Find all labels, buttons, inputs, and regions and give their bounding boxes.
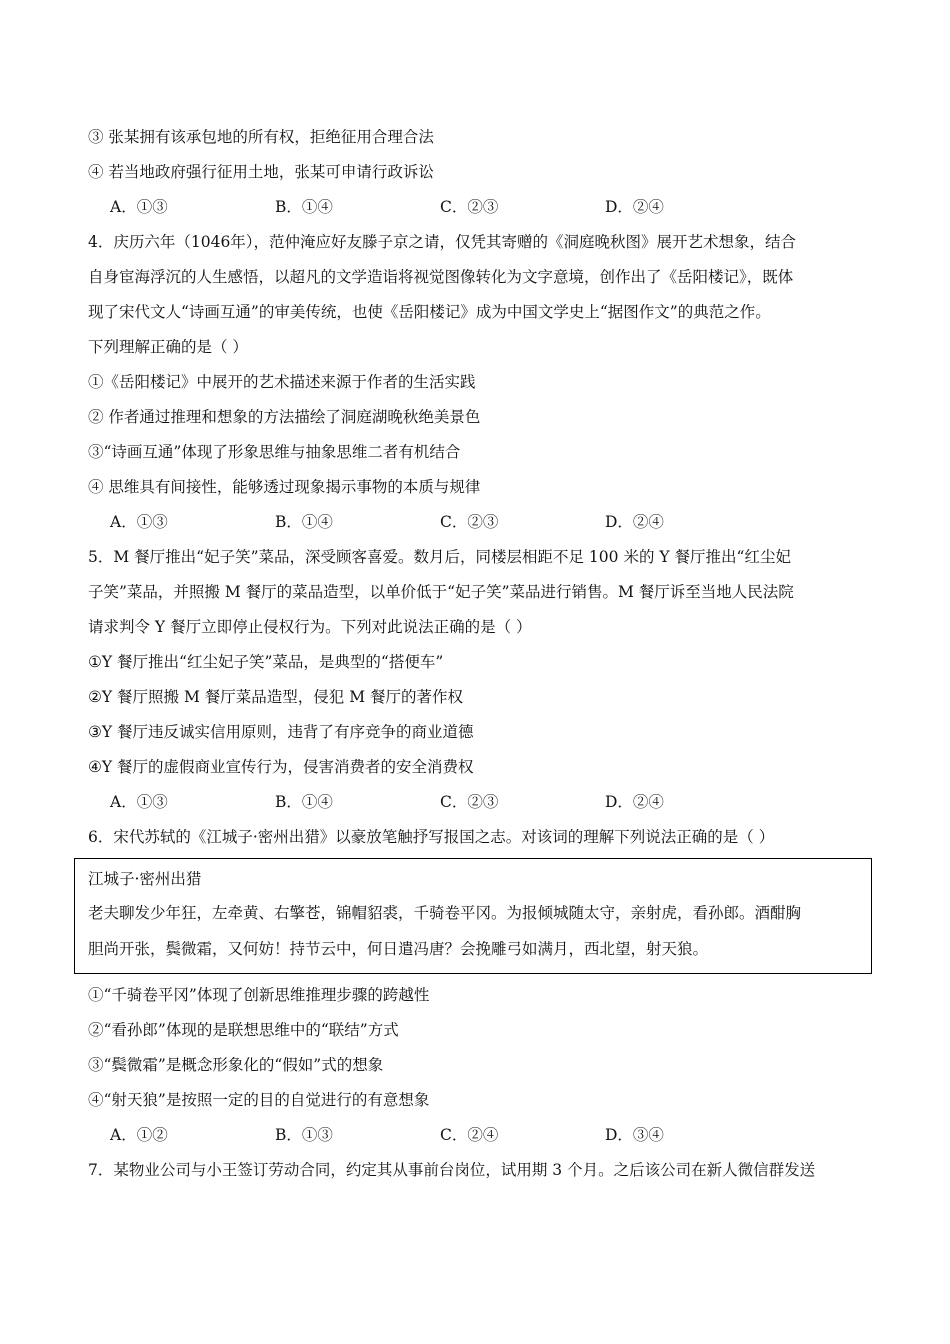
poem-title: 江城子·密州出猎 (88, 870, 202, 888)
question-6 (88, 820, 878, 1153)
option-b: B．①④ (275, 198, 333, 216)
option-a: A．①③ (110, 793, 168, 811)
option-b: B．①③ (275, 1126, 333, 1144)
option-a: A．①② (110, 1126, 168, 1144)
question-stem-line: 5．M 餐厅推出“妃子笑”菜品，深受顾客喜爱。数月后，同楼层相距不足 100 米的 Y 餐厅推出“红尘妃 (88, 548, 791, 566)
option-d: D．③④ (605, 1126, 664, 1144)
statement-2: ②“看孙郎”体现的是联想思维中的“联结”方式 (88, 1021, 399, 1039)
question-stem-line: 现了宋代文人“诗画互通”的审美传统，也使《岳阳楼记》成为中国文学史上“据图作文”的典范之作。 (88, 303, 771, 321)
exam-page (88, 120, 878, 1188)
statement-4: ④“射天狼”是按照一定的目的自觉进行的有意想象 (88, 1091, 430, 1109)
option-b: B．①④ (275, 513, 333, 531)
answer-options (88, 1118, 878, 1153)
statement-4: ④ 若当地政府强行征用土地，张某可申请行政诉讼 (88, 163, 434, 181)
question-stem-line: 7．某物业公司与小王签订劳动合同，约定其从事前台岗位，试用期 3 个月。之后该公司在新人微信群发送 (88, 1161, 816, 1179)
statement-3: ③ 张某拥有该承包地的所有权，拒绝征用合理合法 (88, 128, 434, 146)
statement-2: ②Y 餐厅照搬 M 餐厅菜品造型，侵犯 M 餐厅的著作权 (88, 688, 464, 706)
answer-options (88, 190, 878, 225)
option-c: C．②③ (440, 513, 499, 531)
statement-1: ①“千骑卷平冈”体现了创新思维推理步骤的跨越性 (88, 986, 430, 1004)
question-5 (88, 540, 878, 820)
answer-options (88, 505, 878, 540)
option-c: C．②④ (440, 1126, 499, 1144)
option-d: D．②④ (605, 793, 664, 811)
statement-4: ④ 思维具有间接性，能够透过现象揭示事物的本质与规律 (88, 478, 481, 496)
option-b: B．①④ (275, 793, 333, 811)
poem-line: 胆尚开张，鬓微霜，又何妨！持节云中，何日遣冯唐？会挽雕弓如满月，西北望，射天狼。 (88, 940, 709, 958)
option-d: D．②④ (605, 198, 664, 216)
question-stem-line: 自身宦海浮沉的人生感悟，以超凡的文学造诣将视觉图像转化为文字意境，创作出了《岳阳楼记》，既体 (88, 268, 794, 286)
option-d: D．②④ (605, 513, 664, 531)
question-stem-line: 子笑”菜品，并照搬 M 餐厅的菜品造型，以单价低于“妃子笑”菜品进行销售。M 餐厅诉至当地人民法院 (88, 583, 794, 601)
question-3-tail (88, 120, 878, 225)
question-7 (88, 1153, 878, 1188)
statement-2: ② 作者通过推理和想象的方法描绘了洞庭湖晚秋绝美景色 (88, 408, 481, 426)
question-prompt: 下列理解正确的是（ ） (88, 338, 248, 356)
statement-3: ③“诗画互通”体现了形象思维与抽象思维二者有机结合 (88, 443, 461, 461)
question-stem-line: 4．庆历六年（1046年），范仲淹应好友滕子京之请，仅凭其寄赠的《洞庭晚秋图》展开艺术想象，结合 (88, 233, 797, 251)
statement-1: ①Y 餐厅推出“红尘妃子笑”菜品，是典型的“搭便车” (88, 653, 444, 671)
question-stem-line: 请求判令 Y 餐厅立即停止侵权行为。下列对此说法正确的是（ ） (88, 618, 532, 636)
question-stem-line: 6．宋代苏轼的《江城子·密州出猎》以豪放笔触抒写报国之志。对该词的理解下列说法正确的是（ ） (88, 828, 775, 846)
statement-1: ①《岳阳楼记》中展开的艺术描述来源于作者的生活实践 (88, 373, 476, 391)
statement-3: ③Y 餐厅违反诚实信用原则，违背了有序竞争的商业道德 (88, 723, 474, 741)
poem-line: 老夫聊发少年狂，左牵黄、右擎苍，锦帽貂裘，千骑卷平冈。为报倾城随太守，亲射虎，看孙郎。酒酣胸 (88, 904, 802, 922)
option-c: C．②③ (440, 198, 499, 216)
poem-box (74, 858, 872, 974)
statement-4: ④Y 餐厅的虚假商业宣传行为，侵害消费者的安全消费权 (88, 758, 474, 776)
question-4 (88, 225, 878, 540)
option-a: A．①③ (110, 198, 168, 216)
option-c: C．②③ (440, 793, 499, 811)
statement-3: ③“鬓微霜”是概念形象化的“假如”式的想象 (88, 1056, 384, 1074)
answer-options (88, 785, 878, 820)
option-a: A．①③ (110, 513, 168, 531)
